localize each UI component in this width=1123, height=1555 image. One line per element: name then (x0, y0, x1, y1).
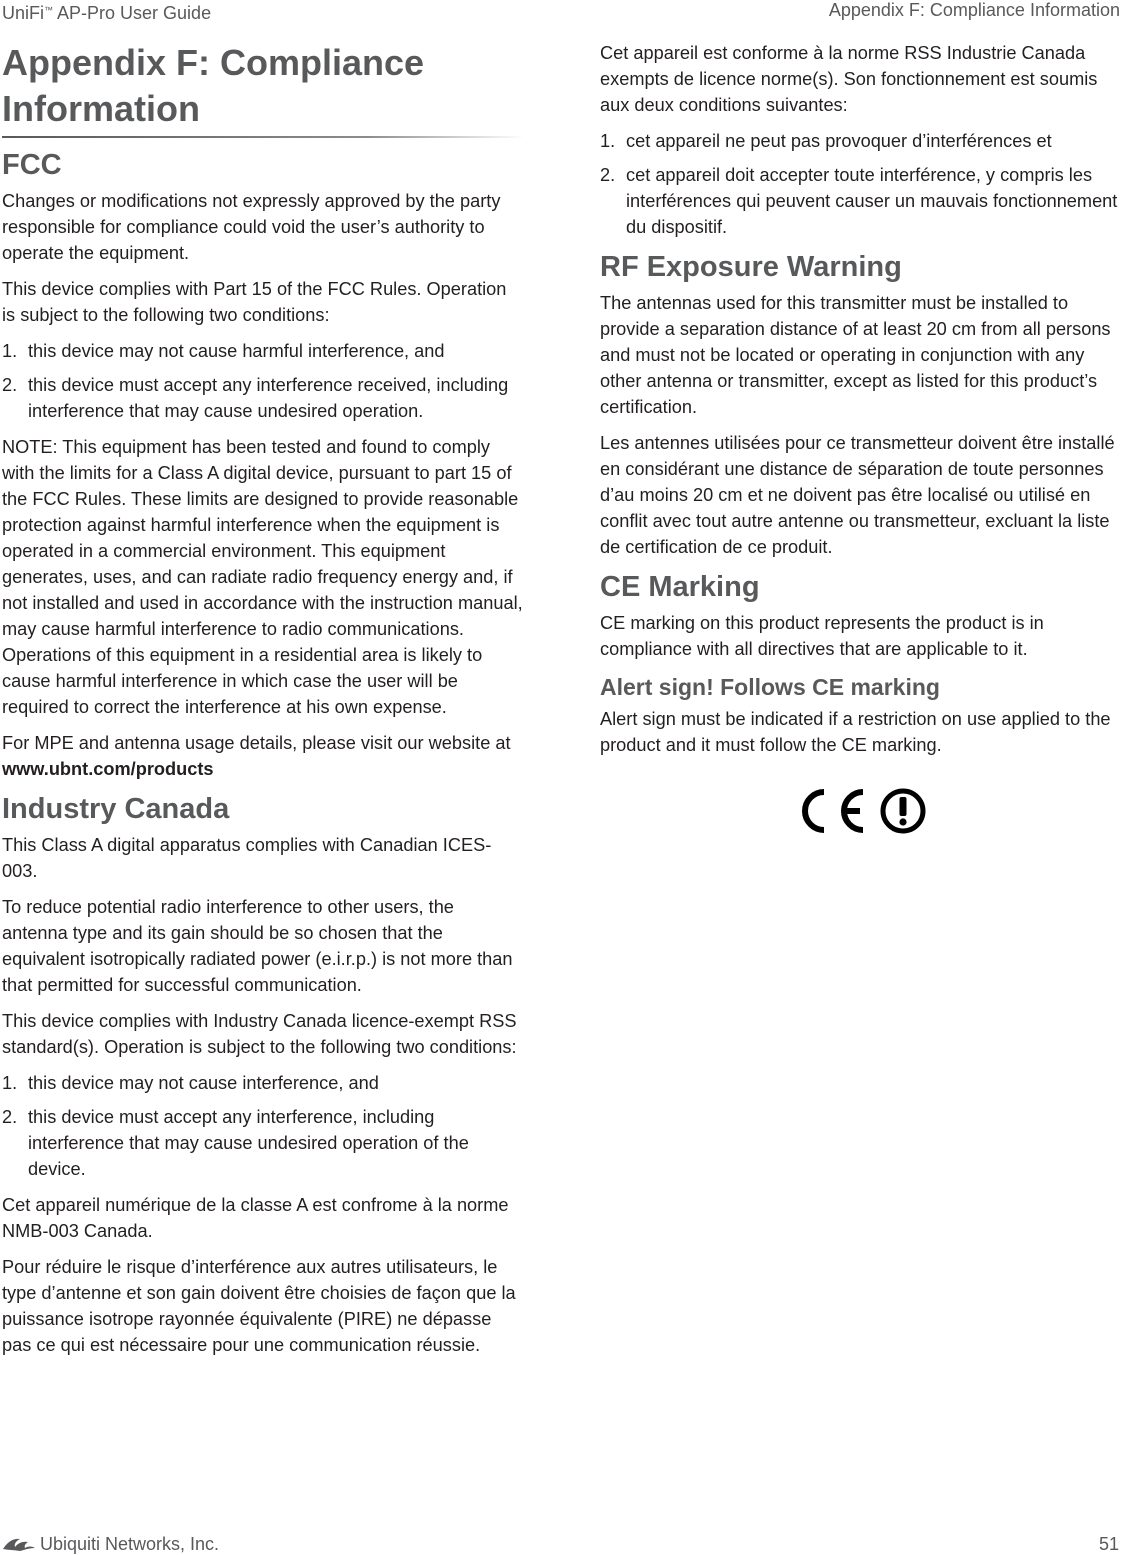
list-number: 1. (600, 131, 616, 151)
ic-paragraph-2: To reduce potential radio interference to other users, the antenna type and its gain should be so chosen that the equivalent isotropically radiated power (e.i.r.p.) is not more than that permitted for successful communication. (2, 897, 513, 995)
list-text: this device may not cause harmful interference, and (28, 341, 445, 361)
mpe-text: For MPE and antenna usage details, please visit our website at (2, 733, 511, 753)
list-item (2, 372, 524, 424)
running-header-left (2, 0, 211, 23)
ce-paragraph-2: Alert sign must be indicated if a restriction on use applied to the product and it must follow the CE marking. (600, 709, 1111, 755)
ic-paragraph-3: This device complies with Industry Canada licence-exempt RSS standard(s). Operation is subject to the following two conditions: (2, 1011, 517, 1057)
rf-paragraph-2: Les antennes utilisées pour ce transmetteur doivent être installé en considérant une distance de séparation de toute personnes d’au moins 20 cm et ne doivent pas être localisé ou utilisé en conflit avec tout autre antenne ou transmetteur, excluant la liste de certification de ce produit. (600, 433, 1115, 557)
running-header-right: Appendix F: Compliance Information (828, 0, 1120, 20)
page-number: 51 (1098, 1534, 1119, 1554)
guide-title: AP-Pro User Guide (53, 3, 212, 23)
list-item (2, 1104, 524, 1182)
alert-sign-icon (883, 791, 923, 831)
rf-exposure-heading: RF Exposure Warning (600, 251, 902, 283)
ic-paragraph-fr-3: Cet appareil est conforme à la norme RSS Industrie Canada exempts de licence norme(s). Son fonctionnement est soumis aux deux conditions suivantes: (600, 43, 1098, 115)
fcc-paragraph-1: Changes or modifications not expressly approved by the party responsible for compliance could void the user’s authority to operate the equipment. (2, 191, 501, 263)
list-number: 2. (2, 1107, 18, 1127)
product-name: UniFi (2, 3, 45, 23)
list-text: this device must accept any interference received, including interference that may cause undesired operation. (28, 375, 509, 421)
ubiquiti-logo-icon (2, 1536, 36, 1552)
ic-paragraph-1: This Class A digital apparatus complies with Canadian ICES-003. (2, 835, 492, 881)
list-item (600, 128, 1123, 154)
list-text: cet appareil ne peut pas provoquer d’interférences et (626, 131, 1052, 151)
fcc-paragraph-2: This device complies with Part 15 of the FCC Rules. Operation is subject to the following two conditions: (2, 279, 507, 325)
list-number: 2. (2, 375, 18, 395)
list-item (2, 1070, 524, 1096)
left-column (2, 40, 524, 1368)
ce-mark-icon (805, 792, 863, 830)
ce-paragraph-1: CE marking on this product represents the product is in compliance with all directives that are applicable to it. (600, 613, 1044, 659)
alert-sign-heading: Alert sign! Follows CE marking (600, 674, 940, 700)
list-item (2, 338, 524, 364)
list-number: 1. (2, 1073, 18, 1093)
list-number: 2. (600, 165, 616, 185)
list-item (600, 162, 1123, 240)
right-column (600, 40, 1123, 768)
list-text: cet appareil doit accepter toute interférence, y compris les interférences qui peuvent causer un mauvais fonctionnement du dispositif. (626, 165, 1118, 237)
fcc-mpe-paragraph (2, 730, 524, 782)
products-website-link[interactable]: www.ubnt.com/products (2, 759, 214, 779)
ic-paragraph-fr-1: Cet appareil numérique de la classe A est confrome à la norme NMB-003 Canada. (2, 1195, 509, 1241)
ic-paragraph-fr-2: Pour réduire le risque d’interférence aux autres utilisateurs, le type d’antenne et son gain doivent être choisies de façon que la puissance isotrope rayonnée équivalente (PIRE) ne dépasse pas ce qui est nécessaire pour une communication réussie. (2, 1257, 516, 1355)
list-number: 1. (2, 341, 18, 361)
ce-marking-heading: CE Marking (600, 571, 760, 603)
list-text: this device may not cause interference, and (28, 1073, 379, 1093)
ic-conditions-list (2, 1070, 524, 1182)
industry-canada-heading: Industry Canada (2, 793, 230, 825)
rf-paragraph-1: The antennas used for this transmitter must be installed to provide a separation distance of at least 20 cm from all persons and must not be located or operating in conjunction with any other antenna or transmitter, except as listed for this product’s certification. (600, 293, 1111, 417)
title-divider (2, 136, 524, 138)
ce-alert-marks (796, 786, 936, 836)
company-name: Ubiquiti Networks, Inc. (40, 1534, 220, 1554)
running-footer-left (2, 1533, 219, 1555)
list-text: this device must accept any interference, including interference that may cause undesired operation of the device. (28, 1107, 469, 1179)
ic-conditions-list-fr (600, 128, 1123, 240)
fcc-conditions-list (2, 338, 524, 424)
fcc-note-paragraph: NOTE: This equipment has been tested and found to comply with the limits for a Class A digital device, pursuant to part 15 of the FCC Rules. These limits are designed to provide reasonable protection against harmful interference when the equipment is operated in a commercial environment. This equipment generates, uses, and can radiate radio frequency energy and, if not installed and used in accordance with the instruction manual, may cause harmful interference to radio communications. Operations of this equipment in a residential area is likely to cause harmful interference in which case the user will be required to correct the interference at his own expense. (2, 437, 523, 717)
fcc-heading: FCC (2, 149, 62, 181)
trademark-symbol: ™ (44, 5, 54, 15)
page-title: Appendix F: Compliance Information (2, 42, 425, 129)
